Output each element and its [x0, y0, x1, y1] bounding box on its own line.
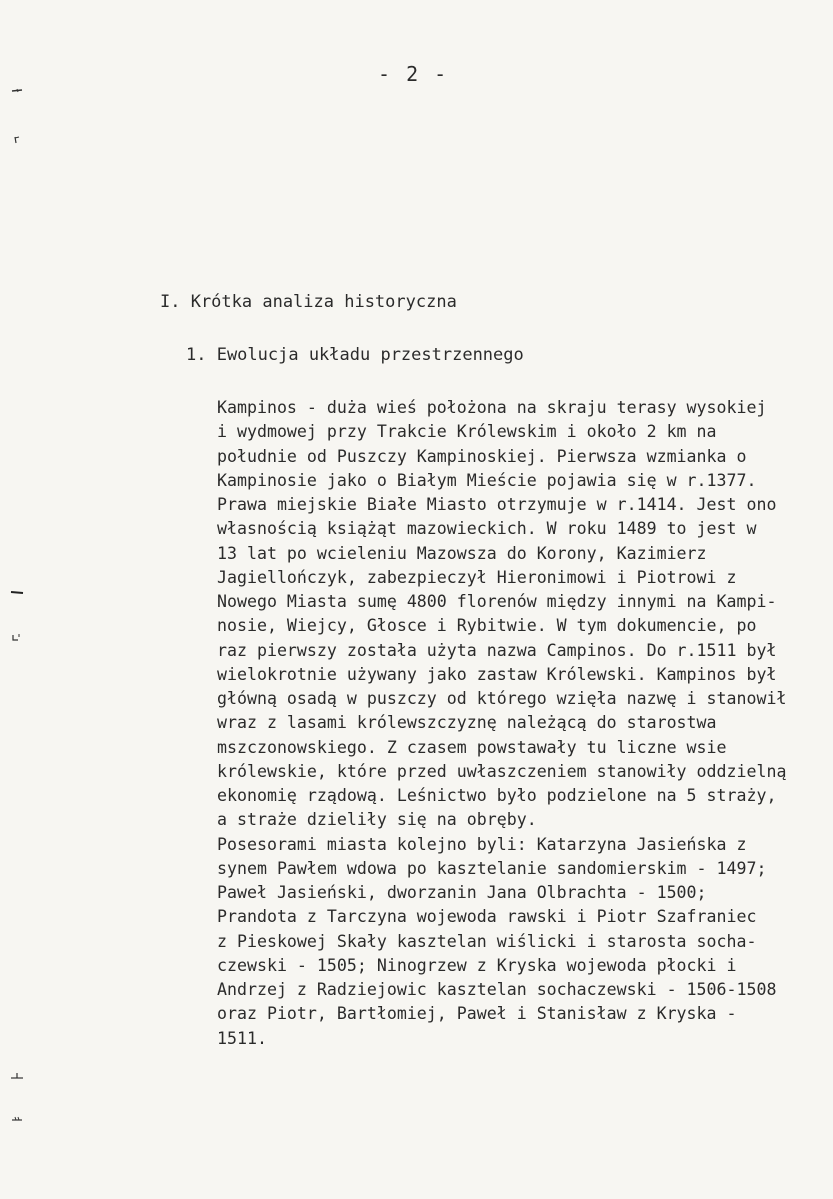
scan-mark-icon	[10, 135, 24, 145]
body-line: z Pieskowej Skały kasztelan wiślicki i starosta socha-	[217, 931, 757, 951]
body-line: Nowego Miasta sumę 4800 florenów między innymi na Kampi-	[217, 592, 777, 611]
subsection-heading: 1. Ewolucja układu przestrzennego	[186, 345, 524, 365]
body-line: Jagiellończyk, zabezpieczył Hieronimowi i Piotrowi z	[217, 567, 737, 587]
body-line: własnością książąt mazowieckich. W roku 1489 to jest w	[217, 519, 757, 539]
body-line: Prandota z Tarczyna wojewoda rawski i Piotr Szafraniec	[217, 907, 757, 927]
body-line: czewski - 1505; Ninogrzew z Kryska wojewoda płocki i	[217, 955, 737, 975]
scan-mark-icon	[10, 1114, 24, 1124]
body-line: główną osadą w puszczy od którego wzięła nazwę i stanowił	[217, 689, 787, 708]
body-line: raz pierwszy została użyta nazwa Campinos. Do r.1511 był	[217, 640, 777, 660]
body-line: oraz Piotr, Bartłomiej, Paweł i Stanisław z Kryska -	[217, 1004, 737, 1024]
scan-mark-icon	[10, 1071, 24, 1081]
body-line: i wydmowej przy Trakcie Królewskim i około 2 km na	[217, 422, 717, 442]
body-line: Andrzej z Radziejowic kasztelan sochaczewski - 1506-1508	[217, 980, 777, 999]
scan-mark-icon	[10, 86, 24, 96]
section-heading: I. Krótka analiza historyczna	[160, 292, 457, 312]
body-line: południe od Puszczy Kampinoskiej. Pierwsza wzmianka o	[217, 446, 747, 466]
body-line: a straże dzieliły się na obręby.	[217, 810, 537, 830]
body-line: Kampinosie jako o Białym Mieście pojawia się w r.1377.	[217, 470, 757, 490]
body-line: wraz z lasami królewszczyznę należącą do starostwa	[217, 713, 717, 733]
body-line: mszczonowskiego. Z czasem powstawały tu liczne wsie	[217, 737, 727, 757]
body-line: 1511.	[217, 1028, 267, 1048]
body-paragraph	[217, 396, 817, 1051]
body-line: Kampinos - duża wieś położona na skraju terasy wysokiej	[217, 398, 767, 417]
page-number: - 2 -	[378, 62, 449, 86]
scan-mark-icon	[10, 632, 24, 642]
body-line: królewskie, które przed uwłaszczeniem stanowiły oddzielną	[217, 761, 787, 781]
body-line: wielokrotnie używany jako zastaw Królewski. Kampinos był	[217, 664, 777, 684]
body-line: 13 lat po wcieleniu Mazowsza do Korony, Kazimierz	[217, 543, 707, 563]
body-line: ekonomię rządową. Leśnictwo było podzielone na 5 straży,	[217, 786, 777, 805]
body-line: nosie, Wiejcy, Głosce i Rybitwie. W tym dokumencie, po	[217, 616, 757, 636]
body-line: Prawa miejskie Białe Miasto otrzymuje w r.1414. Jest ono	[217, 495, 777, 514]
body-line: Posesorami miasta kolejno byli: Katarzyna Jasieńska z	[217, 834, 747, 854]
body-line: synem Pawłem wdowa po kasztelanie sandomierskim - 1497;	[217, 858, 767, 878]
body-line: Paweł Jasieński, dworzanin Jana Olbrachta - 1500;	[217, 883, 707, 902]
scan-mark-icon	[10, 587, 24, 597]
